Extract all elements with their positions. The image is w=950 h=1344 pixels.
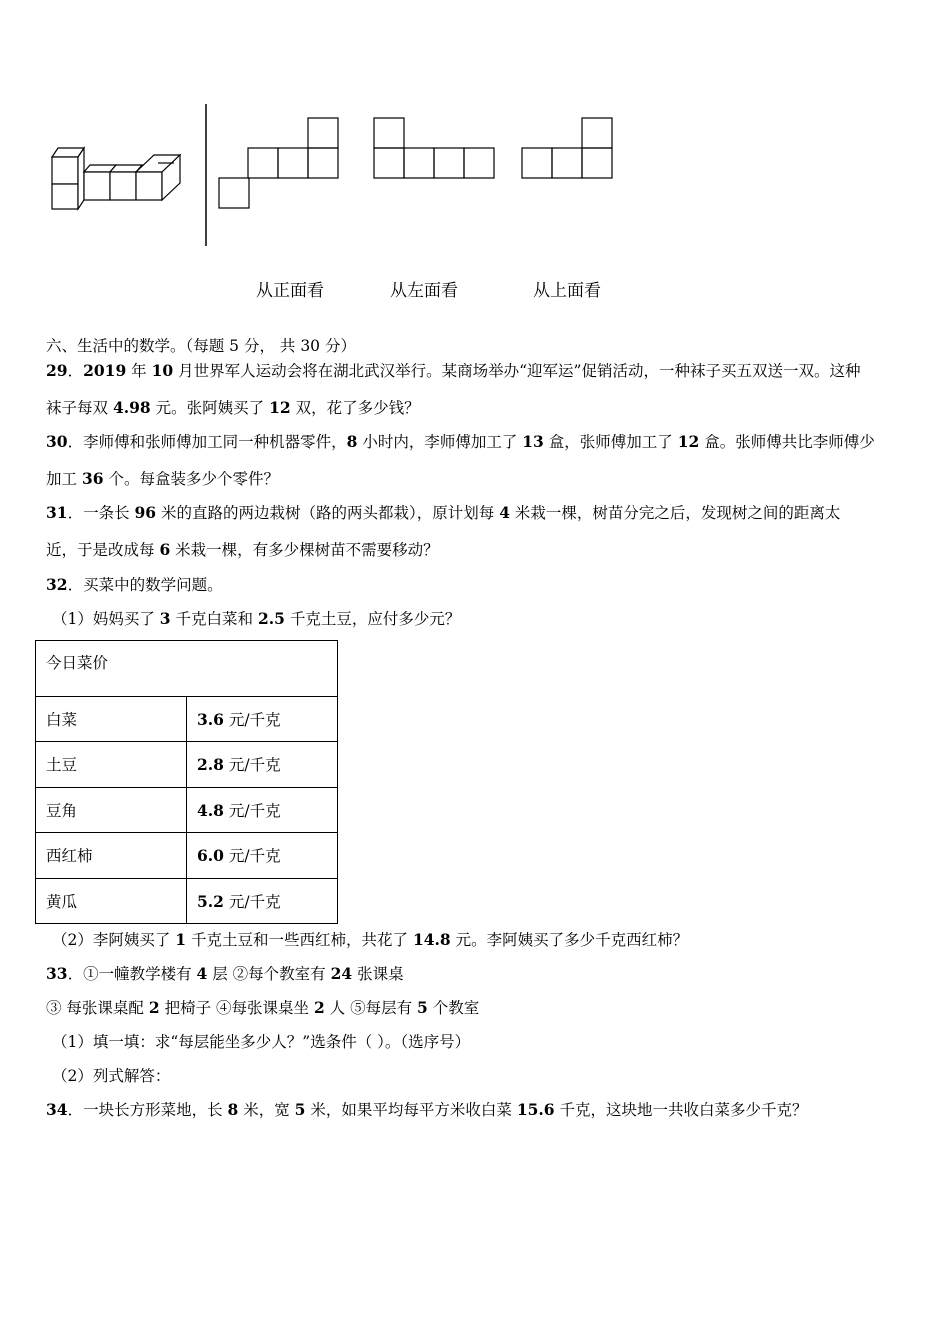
vegetable-price: 2.8 元/千克 [187,742,338,788]
cube-solid-drawing [52,148,180,209]
table-row [36,878,338,924]
vegetable-name: 土豆 [36,742,187,788]
vegetable-name: 黄瓜 [36,878,187,924]
section-title: 六、生活中的数学。（每题 5 分， 共 30 分） [46,337,356,355]
three-view-figure [0,0,950,320]
question-33-part-1: （1）填一填：求“每层能坐多少人？”选条件（ ）。（选序号） [52,1033,471,1051]
top-view-grid [522,118,612,178]
price-table [35,640,338,924]
vegetable-price: 4.8 元/千克 [187,787,338,833]
table-row [36,787,338,833]
question-33-line-2: ③ 每张课桌配 2 把椅子 ④每张课桌坐 2 人 ⑤每层有 5 个教室 [46,998,480,1017]
vegetable-name: 白菜 [36,696,187,742]
left-view-label: 从左面看 [390,281,458,301]
table-title: 今日菜价 [36,641,338,697]
front-view-grid [219,118,338,208]
question-30-line-1: 30．李师傅和张师傅加工同一种机器零件，8 小时内，李师傅加工了 13 盒，张师傅加工了 12 盒。张师傅共比李师傅少 [46,432,875,451]
left-view-grid [374,118,494,178]
vegetable-name: 西红柿 [36,833,187,879]
question-33-part-2: （2）列式解答： [52,1067,171,1085]
table-row [36,833,338,879]
top-view-label: 从上面看 [533,281,601,301]
question-31-line-2: 近，于是改成每 6 米栽一棵，有多少棵树苗不需要移动？ [46,540,439,559]
question-33-line-1: 33．①一幢教学楼有 4 层 ②每个教室有 24 张课桌 [46,964,404,983]
table-row [36,696,338,742]
question-29-line-2: 袜子每双 4.98 元。张阿姨买了 12 双，花了多少钱？ [46,398,420,417]
table-row [36,742,338,788]
question-34: 34．一块长方形菜地，长 8 米，宽 5 米，如果平均每平方米收白菜 15.6 千克，这块地一共收白菜多少千克？ [46,1100,808,1119]
question-30-line-2: 加工 36 个。每盒装多少个零件？ [46,469,279,488]
vegetable-name: 豆角 [36,787,187,833]
front-view-label: 从正面看 [256,281,324,301]
vegetable-price: 5.2 元/千克 [187,878,338,924]
vegetable-price: 6.0 元/千克 [187,833,338,879]
vegetable-price: 3.6 元/千克 [187,696,338,742]
question-32-title: 32．买菜中的数学问题。 [46,575,223,594]
table-header-row [36,641,338,697]
question-29-line-1: 29．2019 年 10 月世界军人运动会将在湖北武汉举行。某商场举办“迎军运”促销活动，一种袜子买五双送一双。这种 [46,361,861,380]
question-32-part-2: （2）李阿姨买了 1 千克土豆和一些西红柿，共花了 14.8 元。李阿姨买了多少千克西红柿？ [52,930,689,949]
question-31-line-1: 31．一条长 96 米的直路的两边栽树（路的两头都栽），原计划每 4 米栽一棵，树苗分完之后，发现树之间的距离太 [46,503,841,522]
question-32-part-1: （1）妈妈买了 3 千克白菜和 2.5 千克土豆，应付多少元？ [52,609,461,628]
